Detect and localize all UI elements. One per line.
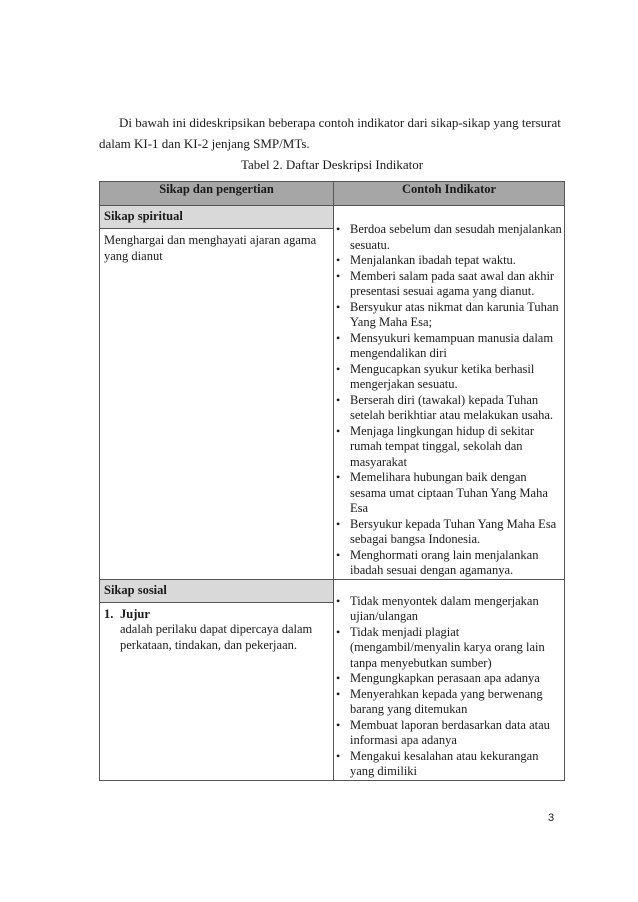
spiritual-description: Menghargai dan menghayati ajaran agama yang dianut: [104, 233, 317, 263]
page-number: 3: [548, 812, 555, 824]
table-caption: Tabel 2. Daftar Deskripsi Indikator: [240, 157, 424, 172]
table-row-sosial: [100, 579, 565, 780]
bullet-icon: •: [336, 330, 341, 345]
intro-paragraph: [99, 112, 565, 154]
sosial-section-title: Sikap sosial: [100, 580, 333, 603]
sosial-item-description: adalah perilaku dapat dipercaya dalam perkataan, tindakan, dan pekerjaan.: [120, 622, 313, 652]
indicator-table: [99, 181, 565, 781]
indicator-text: Berserah diri (tawakal) kepada Tuhan setelah berikhtiar atau melakukan usaha.: [350, 392, 554, 422]
indicator-text: Mensyukuri kemampuan manusia dalam mengendalikan diri: [350, 330, 554, 360]
indicator-list-item: [334, 594, 564, 625]
indicator-list-item: [334, 548, 564, 579]
indicator-list-item: [334, 718, 564, 749]
indicator-text: Memelihara hubungan baik dengan sesama umat ciptaan Tuhan Yang Maha Esa: [350, 470, 548, 515]
bullet-icon: •: [336, 423, 341, 438]
bullet-icon: •: [336, 593, 341, 608]
indicator-text: Menjalankan ibadah tepat waktu.: [350, 253, 516, 267]
indicator-list-item: [334, 269, 564, 300]
bullet-icon: •: [336, 624, 341, 639]
indicator-list-item: [334, 424, 564, 471]
sosial-left-cell: [100, 579, 334, 780]
indicator-text: Tidak menyontek dalam mengerjakan ujian/ulangan: [350, 593, 539, 623]
bullet-icon: •: [336, 253, 341, 267]
indicator-list-item: [334, 331, 564, 362]
bullet-icon: •: [336, 717, 341, 732]
indicator-list-item: [334, 393, 564, 424]
bullet-icon: •: [336, 361, 341, 376]
sosial-item-title: Jujur: [120, 606, 150, 621]
indicator-text: Menjaga lingkungan hidup di sekitar rumah tempat tinggal, sekolah dan masyarakat: [350, 423, 534, 469]
sosial-indicator-list: [334, 594, 564, 780]
indicator-text: Mengungkapkan perasaan apa adanya: [350, 671, 540, 685]
bullet-icon: •: [336, 748, 341, 763]
bullet-icon: •: [336, 547, 341, 562]
indicator-text: Bersyukur atas nikmat dan karunia Tuhan Yang Maha Esa;: [350, 299, 559, 329]
indicator-text: Bersyukur kepada Tuhan Yang Maha Esa sebagai bangsa Indonesia.: [350, 516, 557, 546]
bullet-icon: •: [336, 686, 341, 701]
intro-line-2: dalam KI-1 dan KI-2 jenjang SMP/MTs.: [99, 136, 310, 151]
indicator-list-item: [334, 362, 564, 393]
spiritual-left-cell: [100, 206, 334, 580]
indicator-text: Berdoa sebelum dan sesudah menjalankan sesuatu.: [350, 222, 562, 252]
sosial-indicators-cell: [334, 579, 565, 780]
table-row-spiritual: [100, 206, 565, 580]
indicator-text: Menghormati orang lain menjalankan ibadah sesuai dengan agamanya.: [350, 547, 539, 577]
indicator-text: Mengucapkan syukur ketika berhasil mengerjakan sesuatu.: [350, 361, 535, 391]
indicator-list-item: [334, 222, 564, 253]
spiritual-section-title: Sikap spiritual: [100, 206, 333, 229]
header-sikap: Sikap dan pengertian: [100, 182, 334, 206]
indicator-list-item: [334, 517, 564, 548]
sosial-item-number: 1.: [104, 606, 114, 621]
indicator-text: Membuat laporan berdasarkan data atau informasi apa adanya: [350, 717, 550, 747]
indicator-text: Mengakui kesalahan atau kekurangan yang dimiliki: [350, 748, 539, 778]
spiritual-indicator-list: [334, 222, 564, 579]
table-header-row: [100, 182, 565, 206]
indicator-text: Memberi salam pada saat awal dan akhir presentasi sesuai agama yang dianut.: [350, 268, 555, 298]
indicator-list-item: [334, 749, 564, 780]
spiritual-indicators-cell: [334, 206, 565, 580]
indicator-list-item: [334, 671, 564, 687]
indicator-text: Tidak menjadi plagiat (mengambil/menyalin karya orang lain tanpa menyebutkan sumber): [350, 624, 545, 670]
bullet-icon: •: [336, 470, 341, 484]
bullet-icon: •: [336, 671, 341, 685]
indicator-list-item: [334, 625, 564, 672]
bullet-icon: •: [336, 516, 341, 531]
bullet-icon: •: [336, 268, 341, 283]
intro-line-1: Di bawah ini dideskripsikan beberapa contoh indikator dari sikap-sikap yang tersurat: [119, 115, 561, 130]
indicator-list-item: [334, 687, 564, 718]
bullet-icon: •: [336, 392, 341, 407]
indicator-list-item: [334, 300, 564, 331]
indicator-list-item: [334, 253, 564, 269]
bullet-icon: •: [336, 299, 341, 314]
sosial-item: [100, 603, 333, 658]
indicator-text: Menyerahkan kepada yang berwenang barang yang ditemukan: [350, 686, 543, 716]
bullet-icon: •: [336, 222, 341, 236]
indicator-list-item: [334, 470, 564, 517]
sosial-item-heading: [104, 607, 329, 623]
header-contoh-indikator: Contoh Indikator: [334, 182, 565, 206]
